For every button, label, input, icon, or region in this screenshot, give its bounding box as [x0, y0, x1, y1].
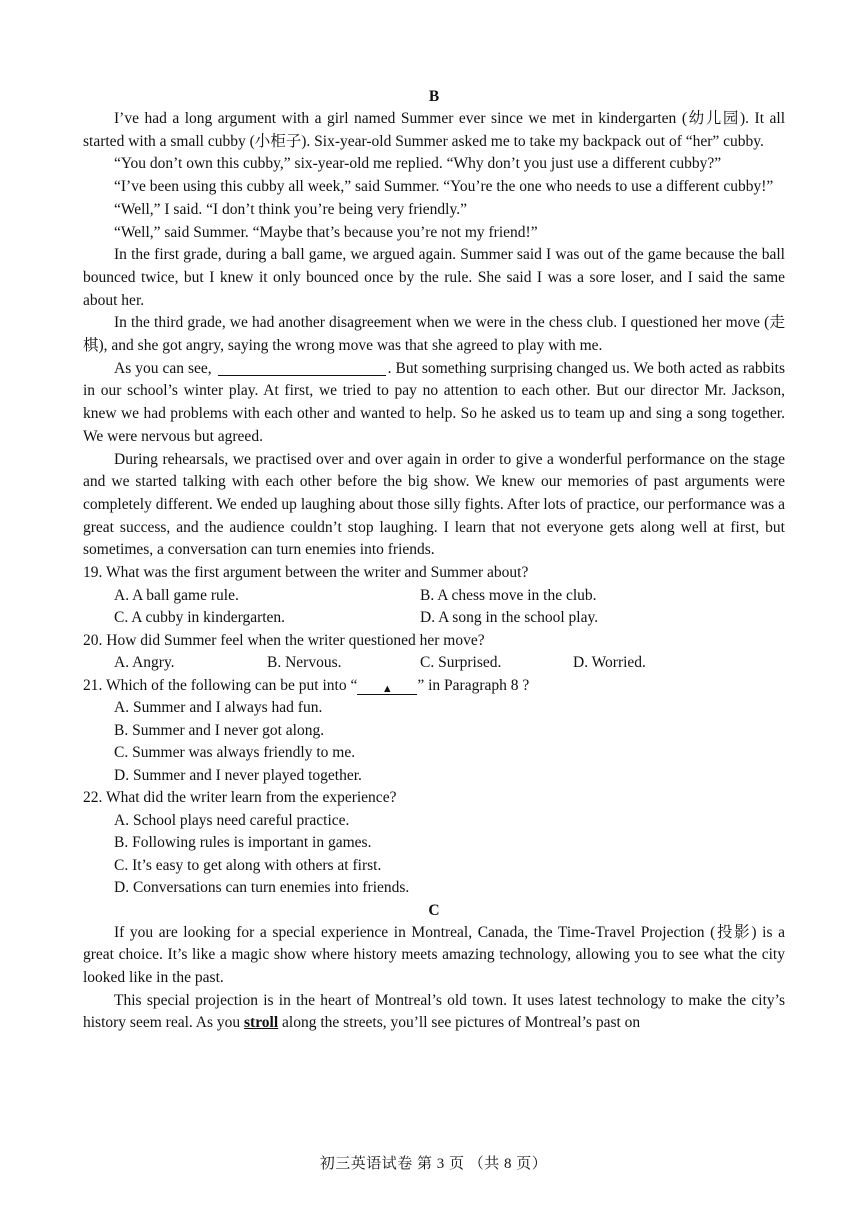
- exam-page: [83, 86, 785, 1035]
- q21-stem-end: ” in Paragraph 8 ?: [417, 676, 530, 694]
- q20-option-d: D. Worried.: [573, 654, 646, 672]
- page-footer: 初三英语试卷 第 3 页 （共 8 页）: [319, 1156, 548, 1172]
- q21-option-b: B. Summer and I never got along.: [114, 721, 325, 739]
- q19-option-c: C. A cubby in kindergarten.: [114, 609, 286, 627]
- question-21-options: [83, 697, 785, 787]
- question-21-stem: [83, 675, 785, 698]
- passage-b-paragraph-3: “I’ve been using this cubby all week,” said Summer. “You’re the one who needs to use a different cubby!”: [114, 178, 774, 196]
- q20-option-c: C. Surprised.: [420, 654, 502, 672]
- passage-b-paragraph-1: I’ve had a long argument with a girl named Summer ever since we met in kindergarten (幼儿园). It all started with a small cubby (小柜子). Six-year-old Summer asked me to take my backpack out of “her” cubby.: [83, 110, 785, 150]
- q19-option-a: A. A ball game rule.: [114, 586, 239, 604]
- passage-c-paragraph-2: [83, 990, 785, 1035]
- q22-option-b: B. Following rules is important in games.: [114, 834, 372, 852]
- passage-c-p2-start: This special projection is in the heart of Montreal’s old town. It uses latest technology to make the city’s history seem real. As you: [83, 991, 785, 1032]
- question-22-stem: 22. What did the writer learn from the experience?: [83, 789, 397, 807]
- passage-c-paragraph-1: If you are looking for a special experience in Montreal, Canada, the Time-Travel Projection (投影) is a great choice. It’s like a magic show where history meets amazing technology, allowing you to see what the city looked like in the past.: [83, 923, 785, 986]
- question-20-stem: 20. How did Summer feel when the writer questioned her move?: [83, 631, 485, 649]
- passage-b-paragraph-8: [83, 358, 785, 449]
- question-19-stem: 19. What was the first argument between the writer and Summer about?: [83, 564, 529, 582]
- q22-option-c: C. It’s easy to get along with others at first.: [114, 856, 382, 874]
- passage-b-paragraph-7: In the third grade, we had another disagreement when we were in the chess club. I questioned her move (走棋), and she got angry, saying the wrong move was that she agreed to play with me.: [83, 314, 785, 355]
- triangle-icon: ▲: [357, 678, 417, 695]
- passage-b-paragraph-5: “Well,” said Summer. “Maybe that’s because you’re not my friend!”: [114, 223, 538, 241]
- q22-option-a: A. School plays need careful practice.: [114, 811, 350, 829]
- key-word-stroll: stroll: [244, 1014, 279, 1032]
- q21-stem-start: 21. Which of the following can be put into “: [83, 676, 358, 694]
- q21-option-a: A. Summer and I always had fun.: [114, 699, 323, 717]
- passage-c-p2-end: along the streets, you’ll see pictures of Montreal’s past on: [278, 1014, 641, 1032]
- question-22-options: [83, 810, 785, 900]
- answer-blank: [218, 359, 386, 376]
- paragraph-8-rest: . But something surprising changed us. We both acted as rabbits in our school’s winter play. At first, we tried to pay no attention to each other. But our director Mr. Jackson, knew we had problems with each other and wanted to help. So he asked us to team up and sing a song together. We were nervous but agreed.: [83, 359, 786, 445]
- passage-b-paragraph-2: “You don’t own this cubby,” six-year-old me replied. “Why don’t you just use a different cubby?”: [114, 155, 722, 173]
- q20-option-a: A. Angry.: [114, 654, 175, 672]
- q19-option-d: D. A song in the school play.: [420, 609, 599, 627]
- q21-option-c: C. Summer was always friendly to me.: [114, 744, 356, 762]
- passage-b-paragraph-9: During rehearsals, we practised over and over again in order to give a wonderful performance on the stage and we started talking with each other before the big show. We knew our memories of past arguments were completely different. We ended up laughing about those silly fights. After lots of practice, our performance was a great success, and the audience couldn’t stop laughing. I learn that not everyone gets along well at first, but sometimes, a conversation can turn enemies into friends.: [83, 450, 785, 559]
- q21-option-d: D. Summer and I never played together.: [114, 766, 362, 784]
- passage-b-paragraph-6: In the first grade, during a ball game, we argued again. Summer said I was out of the game because the ball bounced twice, but I knew it only bounced once by the rule. She said I was a sore loser, and I said the same about her.: [83, 246, 785, 309]
- q22-option-d: D. Conversations can turn enemies into friends.: [114, 879, 410, 897]
- question-20-options: [83, 652, 785, 675]
- q19-option-b: B. A chess move in the club.: [420, 586, 597, 604]
- question-19-options: [83, 585, 785, 630]
- passage-b-paragraph-4: “Well,” I said. “I don’t think you’re being very friendly.”: [114, 200, 467, 218]
- q20-option-b: B. Nervous.: [267, 654, 342, 672]
- section-c-title: C: [428, 901, 440, 919]
- paragraph-8-start: As you can see,: [114, 359, 216, 377]
- section-b-title: B: [428, 88, 440, 105]
